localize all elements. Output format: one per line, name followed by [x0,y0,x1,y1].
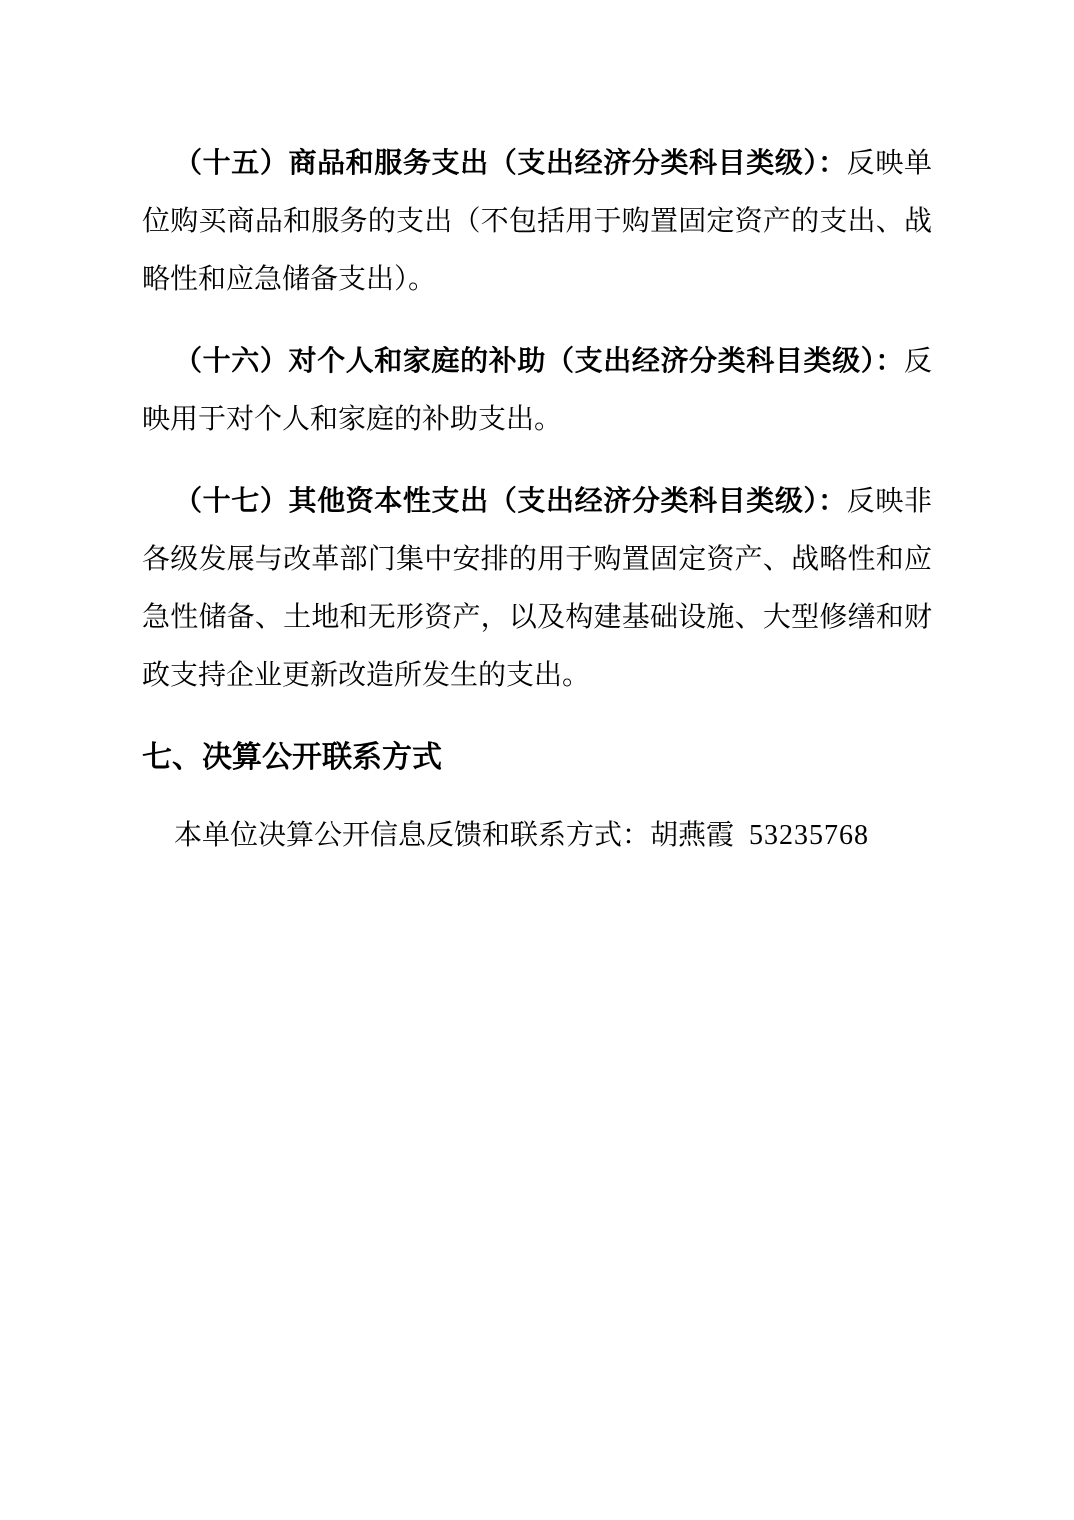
document-body [142,135,932,865]
contact-phone: 53235768 [749,820,870,851]
paragraph-17-body: 反映非各级发展与改革部门集中安排的用于购置固定资产、战略性和应急性储备、土地和无形资产，以及构建基础设施、大型修缮和财政支持企业更新改造所发生的支出。 [142,486,932,691]
paragraph-16-lead: （十六）对个人和家庭的补助（支出经济分类科目类级）： [174,346,904,377]
contact-prefix: 本单位决算公开信息反馈和联系方式： [174,820,651,851]
paragraph-16-body: 反映用于对个人和家庭的补助支出。 [142,346,932,435]
section-heading: 七、决算公开联系方式 [142,741,442,774]
paragraph-15-body: 反映单位购买商品和服务的支出（不包括用于购置固定资产的支出、战略性和应急储备支出）。 [142,148,932,295]
definition-paragraph-15 [142,135,932,309]
paragraph-17-lead: （十七）其他资本性支出（支出经济分类科目类级）： [174,486,847,517]
contact-name: 胡燕霞 [650,820,735,851]
definition-paragraph-17 [142,473,932,705]
paragraph-15-lead: （十五）商品和服务支出（支出经济分类科目类级）： [174,148,847,179]
contact-paragraph [142,807,932,865]
definition-paragraph-16 [142,333,932,449]
